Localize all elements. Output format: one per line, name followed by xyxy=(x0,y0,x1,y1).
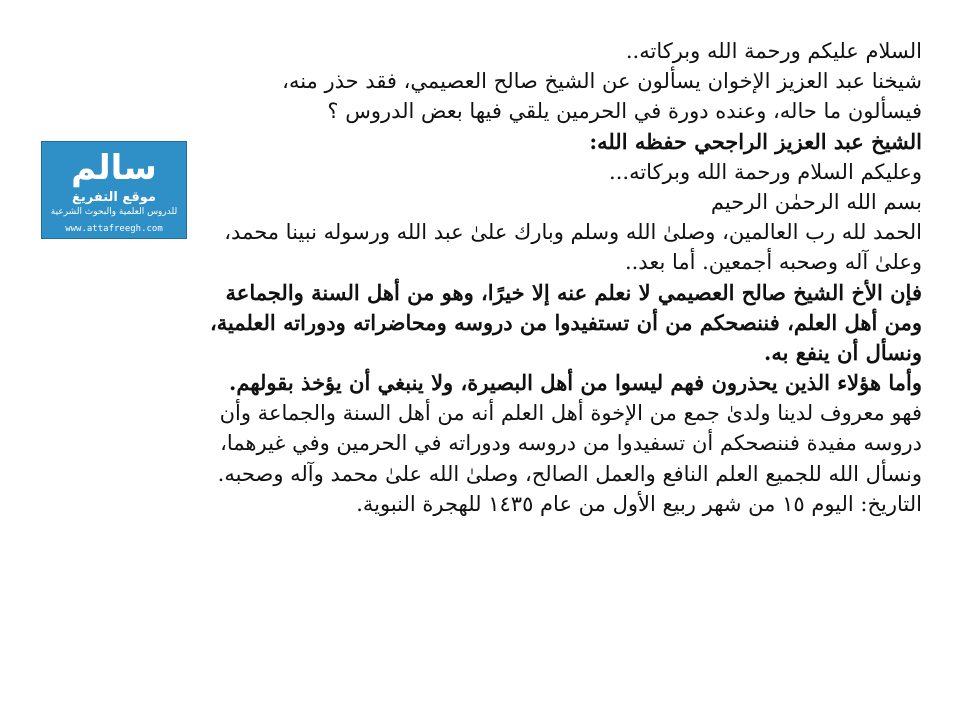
text-line: دروسه مفيدة فننصحكم أن تسفيدوا من دروسه ودوراته في الحرمين وفي غيرهما، xyxy=(220,431,922,456)
text-line: شيخنا عبد العزيز الإخوان يسألون عن الشيخ صالح العصيمي، فقد حذر منه، xyxy=(282,69,922,94)
fatwa-text xyxy=(42,36,922,519)
text-line: فهو معروف لدينا ولدىٰ جمع من الإخوة أهل العلم أنه من أهل السنة والجماعة وأن xyxy=(219,401,922,426)
logo-title: سالم xyxy=(71,148,157,188)
text-line-bold: وأما هؤلاء الذين يحذرون فهم ليسوا من أهل البصيرة، ولا ينبغي أن يؤخذ بقولهم. xyxy=(229,370,922,396)
text-line: السلام عليكم ورحمة الله وبركاته.. xyxy=(625,39,922,63)
text-line: ونسأل الله للجميع العلم النافع والعمل الصالح، وصلىٰ الله علىٰ محمد وآله وصحبه. xyxy=(217,461,922,486)
logo-subtitle: موقع التفريغ xyxy=(72,190,156,205)
speaker-heading: الشيخ عبد العزيز الراجحي حفظه الله: xyxy=(589,128,922,154)
logo-tagline: للدروس العلمية والبحوث الشرعية xyxy=(50,207,178,217)
date-line: التاريخ: اليوم ١٥ من شهر ربيع الأول من عام ١٤٣٥ للهجرة النبوية. xyxy=(356,491,922,516)
text-line: وعلىٰ آله وصحبه أجمعين. أما بعد.. xyxy=(624,250,922,275)
text-line-bold: ومن أهل العلم، فننصحكم من أن تستفيدوا من دروسه ومحاضراته ودوراته العلمية، xyxy=(209,309,922,335)
text-line: وعليكم السلام ورحمة الله وبركاته... xyxy=(609,159,922,184)
text-line: فيسألون ما حاله، وعنده دورة في الحرمين يلقي فيها بعض الدروس ؟ xyxy=(327,99,922,124)
text-line-bold: فإن الأخ الشيخ صالح العصيمي لا نعلم عنه إلا خيرًا، وهو من أهل السنة والجماعة xyxy=(225,279,922,305)
logo-url: www.attafreegh.com xyxy=(65,224,163,234)
text-line: بسم الله الرحمٰن الرحيم xyxy=(710,189,922,214)
text-line-bold: ونسأل أن ينفع به. xyxy=(764,339,922,365)
text-line: الحمد لله رب العالمين، وصلىٰ الله وسلم وبارك علىٰ عبد الله ورسوله نبينا محمد، xyxy=(224,220,922,245)
